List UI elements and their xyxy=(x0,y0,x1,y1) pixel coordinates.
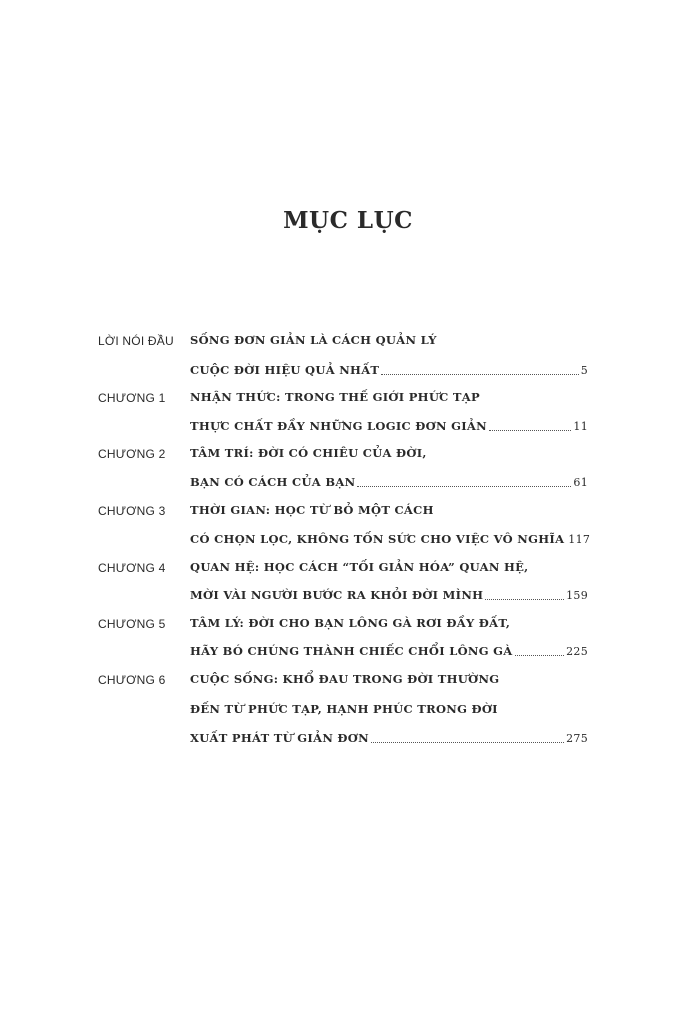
toc-entry-title-text: BẠN CÓ CÁCH CỦA BẠN xyxy=(190,475,356,489)
toc-entry-link[interactable] xyxy=(190,530,591,548)
toc-entry-title-text: CÓ CHỌN LỌC, KHÔNG TỐN SỨC CHO VIỆC VÔ NGHĨA xyxy=(190,532,565,546)
toc-entry-link[interactable] xyxy=(190,473,588,491)
toc-entry-title-line xyxy=(190,558,588,576)
toc-page-number: 11 xyxy=(573,420,588,433)
toc-entry-title-line xyxy=(190,501,588,519)
toc-entry-label: CHƯƠNG 3 xyxy=(98,504,166,518)
toc-entry-title-text: TÂM LÝ: ĐỜI CHO BẠN LÔNG GÀ RƠI ĐẦY ĐẤT, xyxy=(190,616,511,630)
toc-entry-title-line xyxy=(190,670,588,688)
toc-entry-title-text: HÃY BÓ CHÚNG THÀNH CHIẾC CHỔI LÔNG GÀ xyxy=(190,644,513,658)
toc-page-number: 117 xyxy=(568,533,591,546)
toc-entry-label: CHƯƠNG 5 xyxy=(98,617,166,631)
toc-entry-title-text: ĐẾN TỪ PHỨC TẠP, HẠNH PHÚC TRONG ĐỜI xyxy=(190,702,498,716)
toc-entry-title-line xyxy=(190,614,588,632)
toc-entry-title-text: QUAN HỆ: HỌC CÁCH “TỐI GIẢN HÓA” QUAN HỆ, xyxy=(190,560,529,574)
toc-page-number: 275 xyxy=(566,732,588,745)
toc-entry-title-text: XUẤT PHÁT TỪ GIẢN ĐƠN xyxy=(190,731,369,745)
toc-entry-title-text: SỐNG ĐƠN GIẢN LÀ CÁCH QUẢN LÝ xyxy=(190,333,437,347)
toc-entry-link[interactable] xyxy=(190,729,588,747)
toc-page-number: 5 xyxy=(580,364,588,377)
dot-leader xyxy=(485,598,564,600)
toc-entry-title-text: MỜI VÀI NGƯỜI BƯỚC RA KHỎI ĐỜI MÌNH xyxy=(190,588,484,602)
toc-entry-label: CHƯƠNG 1 xyxy=(98,391,166,405)
dot-leader xyxy=(381,373,578,375)
dot-leader xyxy=(357,485,571,487)
dot-leader xyxy=(515,654,565,656)
toc-entry-title-line xyxy=(190,331,588,349)
toc-entry-label: CHƯƠNG 4 xyxy=(98,561,166,575)
toc-entry-link[interactable] xyxy=(190,361,588,379)
toc-entry-title-text: CUỘC SỐNG: KHỔ ĐAU TRONG ĐỜI THƯỜNG xyxy=(190,672,500,686)
toc-entry-label: LỜI NÓI ĐẦU xyxy=(98,334,174,348)
toc-entry-title-line xyxy=(190,700,588,718)
toc-entry-title-text: CUỘC ĐỜI HIỆU QUẢ NHẤT xyxy=(190,363,380,377)
toc-entry-title-line xyxy=(190,388,588,406)
toc-entry-link[interactable] xyxy=(190,586,588,604)
toc-page-number: 61 xyxy=(573,476,588,489)
toc-page-number: 225 xyxy=(566,645,588,658)
toc-entry-label: CHƯƠNG 6 xyxy=(98,673,166,687)
dot-leader xyxy=(489,429,571,431)
toc-entry-link[interactable] xyxy=(190,642,588,660)
toc-entry-link[interactable] xyxy=(190,417,588,435)
toc-entry-title-text: NHẬN THỨC: TRONG THẾ GIỚI PHỨC TẠP xyxy=(190,390,480,404)
page-title: MỤC LỤC xyxy=(283,207,413,234)
toc-entry-label: CHƯƠNG 2 xyxy=(98,447,166,461)
toc-entry-title-text: THỰC CHẤT ĐẦY NHỮNG LOGIC ĐƠN GIẢN xyxy=(190,419,487,433)
toc-page-number: 159 xyxy=(566,589,588,602)
dot-leader xyxy=(371,741,564,743)
toc-entry-title-text: TÂM TRÍ: ĐỜI CÓ CHIÊU CỦA ĐỜI, xyxy=(190,446,427,460)
toc-entry-title-line xyxy=(190,444,588,462)
toc-entry-title-text: THỜI GIAN: HỌC TỪ BỎ MỘT CÁCH xyxy=(190,503,434,517)
